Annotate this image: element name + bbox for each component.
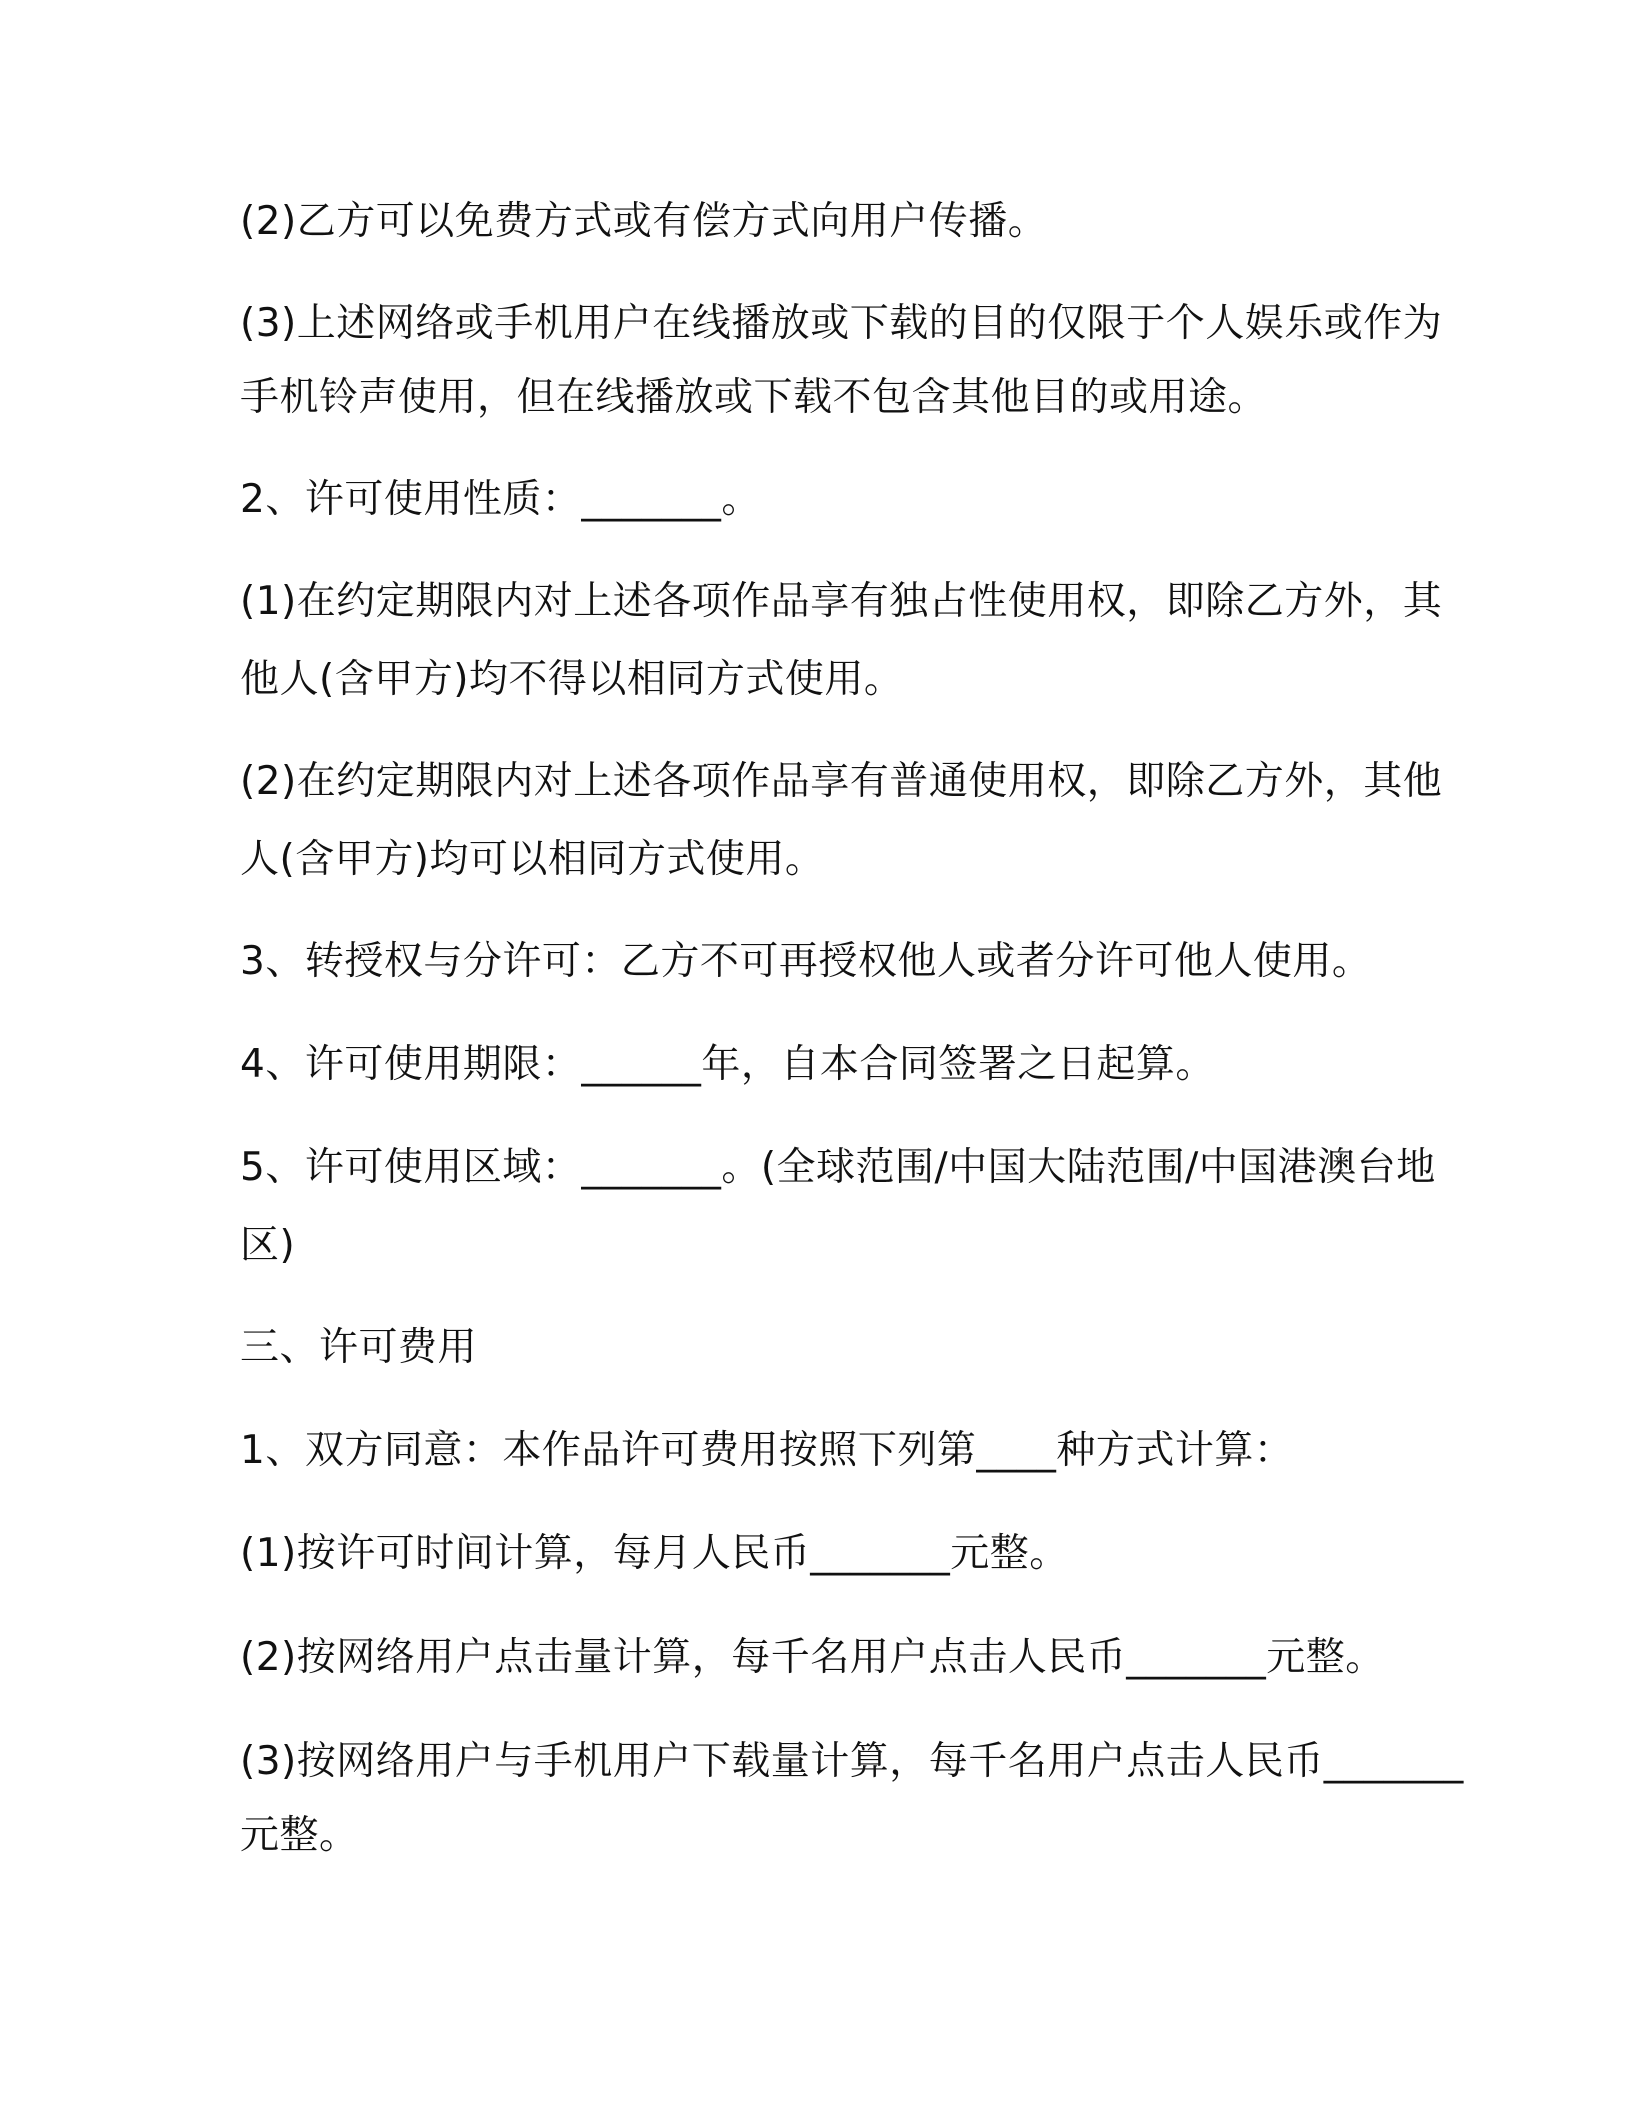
- paragraph-line: (2)在约定期限内对上述各项作品享有普通使用权，即除乙方外，其他: [240, 759, 1443, 804]
- paragraph-line: (2)乙方可以免费方式或有偿方式向用户传播。: [240, 199, 1048, 244]
- paragraph-line: (2)按网络用户点击量计算，每千名用户点击人民币_______元整。: [240, 1635, 1385, 1680]
- paragraph-line: 区): [240, 1223, 296, 1268]
- paragraph-line: (3)按网络用户与手机用户下载量计算，每千名用户点击人民币_______: [240, 1739, 1464, 1784]
- paragraph-line: (1)在约定期限内对上述各项作品享有独占性使用权，即除乙方外，其: [240, 579, 1443, 624]
- paragraph-line: 5、许可使用区域：_______。(全球范围/中国大陆范围/中国港澳台地: [240, 1145, 1436, 1190]
- section-heading: 三、许可费用: [240, 1325, 478, 1370]
- paragraph-line: 2、许可使用性质：_______。: [240, 477, 761, 522]
- paragraph-line: 元整。: [240, 1813, 359, 1858]
- paragraph-line: 手机铃声使用，但在线播放或下载不包含其他目的或用途。: [240, 375, 1268, 420]
- paragraph-line: 4、许可使用期限：______年，自本合同签署之日起算。: [240, 1042, 1215, 1087]
- paragraph-line: 1、双方同意：本作品许可费用按照下列第____种方式计算：: [240, 1428, 1294, 1473]
- paragraph-line: (3)上述网络或手机用户在线播放或下载的目的仅限于个人娱乐或作为: [240, 301, 1443, 346]
- paragraph-line: (1)按许可时间计算，每月人民币_______元整。: [240, 1531, 1069, 1576]
- paragraph-line: 他人(含甲方)均不得以相同方式使用。: [240, 657, 904, 702]
- paragraph-line: 人(含甲方)均可以相同方式使用。: [240, 837, 825, 882]
- paragraph-line: 3、转授权与分许可：乙方不可再授权他人或者分许可他人使用。: [240, 939, 1372, 984]
